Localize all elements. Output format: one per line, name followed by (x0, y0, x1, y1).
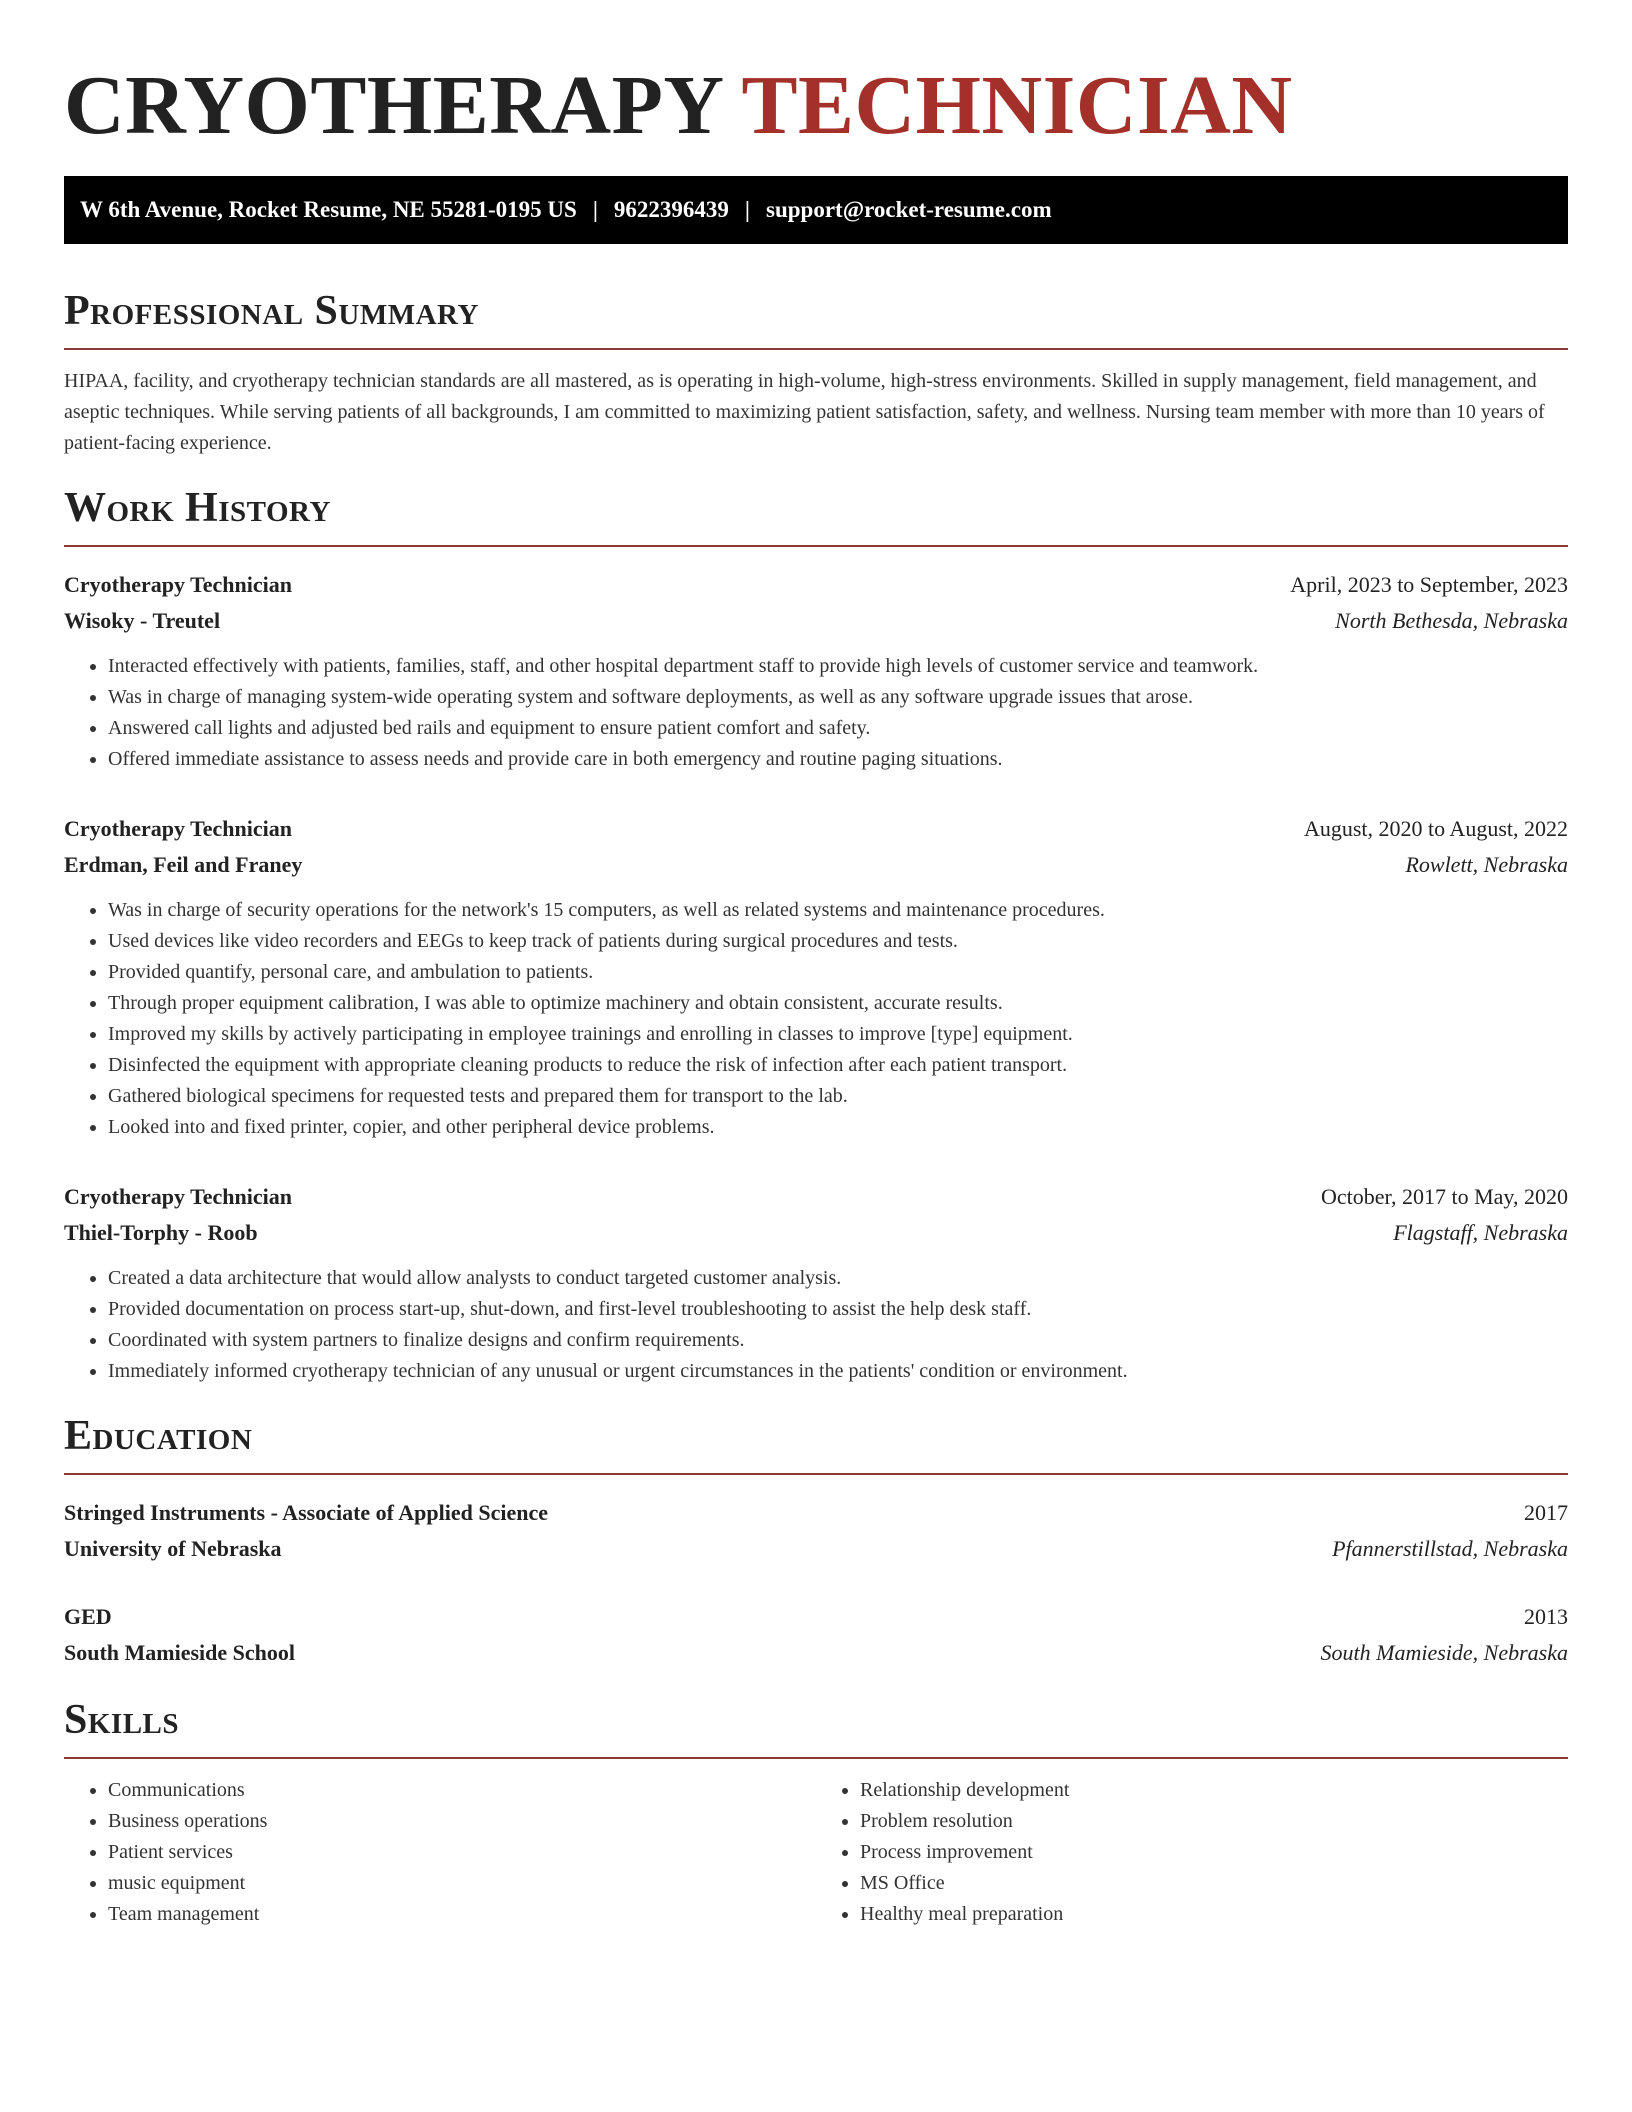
job-bullet: • Answered call lights and adjusted bed rails and equipment to ensure patient comfort and safety. (108, 713, 1568, 744)
contact-address: W 6th Avenue, Rocket Resume, NE 55281-0195 US (80, 197, 577, 222)
job-role: Cryotherapy Technician (64, 1184, 292, 1209)
contact-separator: | (592, 197, 598, 222)
job-bullet: • Coordinated with system partners to finalize designs and confirm requirements. (108, 1325, 1568, 1356)
skill-item: • music equipment (108, 1868, 816, 1899)
job-bullets (64, 651, 1568, 775)
job-dates: August, 2020 to August, 2022 (1303, 816, 1568, 841)
job-role: Cryotherapy Technician (64, 816, 292, 841)
skill-item: • MS Office (860, 1868, 1568, 1899)
job-bullets (64, 1263, 1568, 1387)
skill-item: • Relationship development (860, 1775, 1568, 1806)
job-location: North Bethesda, Nebraska (1335, 608, 1568, 633)
job-bullet: • Disinfected the equipment with appropriate cleaning products to reduce the risk of infection after each patient transport. (108, 1050, 1568, 1081)
education-heading: Education (64, 1411, 1568, 1475)
job-entry (64, 811, 1568, 1143)
contact-email: support@rocket-resume.com (766, 197, 1052, 222)
job-company: Erdman, Feil and Franey (64, 852, 303, 877)
job-location: Rowlett, Nebraska (1405, 852, 1568, 877)
education-entry (64, 1495, 1568, 1567)
skills-column-right (816, 1775, 1568, 1930)
skill-item: • Process improvement (860, 1837, 1568, 1868)
job-dates: October, 2017 to May, 2020 (1321, 1184, 1568, 1209)
job-bullet: • Offered immediate assistance to assess needs and provide care in both emergency and routine paging situations. (108, 744, 1568, 775)
name-last: TECHNICIAN (741, 59, 1293, 152)
job-bullet: • Immediately informed cryotherapy technician of any unusual or urgent circumstances in the patients' condition or environment. (108, 1356, 1568, 1387)
job-entry (64, 1179, 1568, 1387)
education-year: 2017 (1524, 1500, 1568, 1525)
job-dates: April, 2023 to September, 2023 (1290, 572, 1568, 597)
job-bullet: • Through proper equipment calibration, I was able to optimize machinery and obtain consistent, accurate results. (108, 988, 1568, 1019)
job-company: Thiel-Torphy - Roob (64, 1220, 258, 1245)
skill-item: • Team management (108, 1899, 816, 1930)
education-degree: GED (64, 1604, 112, 1629)
skill-item: • Patient services (108, 1837, 816, 1868)
summary-heading: Professional Summary (64, 286, 1568, 350)
job-bullet: • Created a data architecture that would allow analysts to conduct targeted customer analysis. (108, 1263, 1568, 1294)
job-bullet: • Was in charge of managing system-wide operating system and software deployments, as well as any software upgrade issues that arose. (108, 682, 1568, 713)
job-bullets (64, 895, 1568, 1143)
contact-phone: 9622396439 (613, 197, 729, 222)
resume-name (64, 56, 1568, 156)
job-entry (64, 567, 1568, 775)
skills-heading: Skills (64, 1695, 1568, 1759)
summary-text: HIPAA, facility, and cryotherapy technician standards are all mastered, as is operating in high-volume, high-stress environments. Skilled in supply management, field management, and aseptic techniques. While serving patients of all backgrounds, I am committed to maximizing patient satisfaction, safety, and wellness. Nursing team member with more than 10 years of patient-facing experience. (64, 370, 1545, 454)
education-entry (64, 1599, 1568, 1671)
education-location: South Mamieside, Nebraska (1320, 1640, 1568, 1665)
education-degree: Stringed Instruments - Associate of Applied Science (64, 1500, 548, 1525)
education-school: University of Nebraska (64, 1536, 282, 1561)
name-first: CRYOTHERAPY (64, 59, 722, 152)
education-school: South Mamieside School (64, 1640, 296, 1665)
skill-item: • Business operations (108, 1806, 816, 1837)
resume-page (64, 0, 1568, 1930)
skill-item: • Healthy meal preparation (860, 1899, 1568, 1930)
job-location: Flagstaff, Nebraska (1393, 1220, 1568, 1245)
education-year: 2013 (1524, 1604, 1568, 1629)
job-bullet: • Provided documentation on process start-up, shut-down, and first-level troubleshooting to assist the help desk staff. (108, 1294, 1568, 1325)
education-location: Pfannerstillstad, Nebraska (1332, 1536, 1568, 1561)
job-bullet: • Provided quantify, personal care, and ambulation to patients. (108, 957, 1568, 988)
contact-bar (64, 176, 1568, 244)
skill-item: • Problem resolution (860, 1806, 1568, 1837)
job-bullet: • Improved my skills by actively participating in employee trainings and enrolling in classes to improve [type] equipment. (108, 1019, 1568, 1050)
job-bullet: • Was in charge of security operations for the network's 15 computers, as well as related systems and maintenance procedures. (108, 895, 1568, 926)
skills-column-left (64, 1775, 816, 1930)
job-bullet: • Looked into and fixed printer, copier, and other peripheral device problems. (108, 1112, 1568, 1143)
job-bullet: • Gathered biological specimens for requested tests and prepared them for transport to the lab. (108, 1081, 1568, 1112)
contact-separator: | (744, 197, 750, 222)
job-role: Cryotherapy Technician (64, 572, 292, 597)
skill-item: • Communications (108, 1775, 816, 1806)
job-company: Wisoky - Treutel (64, 608, 221, 633)
job-bullet: • Used devices like video recorders and EEGs to keep track of patients during surgical procedures and tests. (108, 926, 1568, 957)
job-bullet: • Interacted effectively with patients, families, staff, and other hospital department staff to provide high levels of customer service and teamwork. (108, 651, 1568, 682)
work-history-heading: Work History (64, 483, 1568, 547)
skills-list (64, 1775, 1568, 1930)
